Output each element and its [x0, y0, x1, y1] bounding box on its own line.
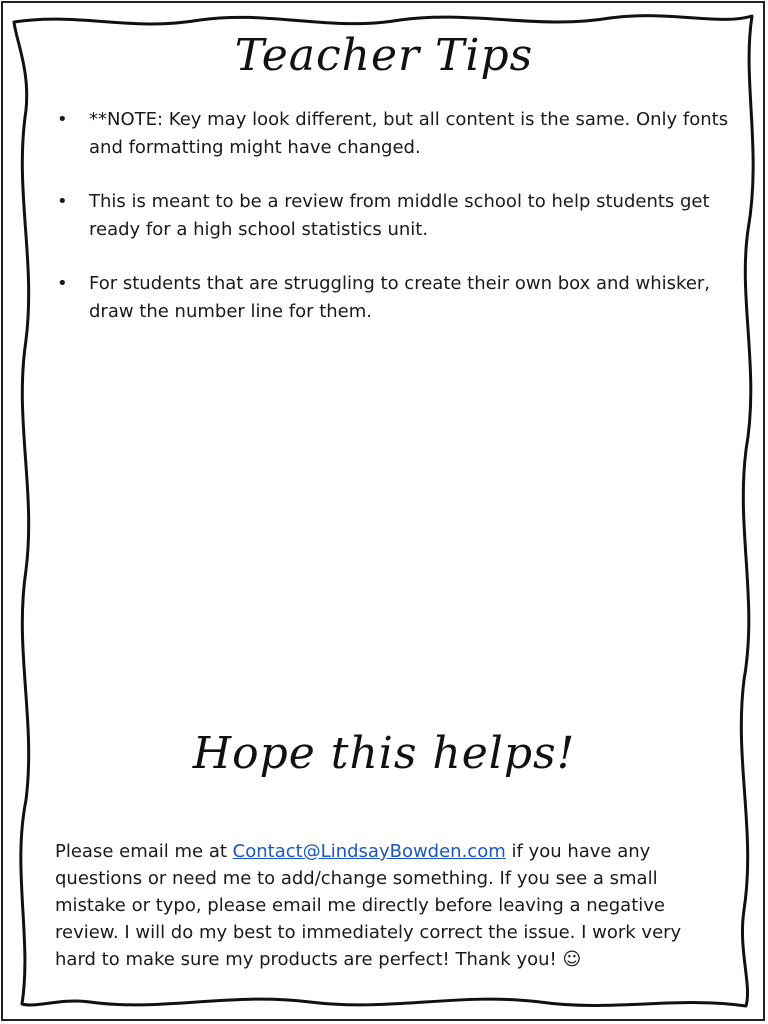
list-item — [55, 188, 735, 244]
bullet-icon: • — [57, 273, 68, 294]
bullet-icon: • — [57, 109, 68, 130]
tip-text: This is meant to be a review from middle school to help students get ready for a high school statistics unit. — [89, 191, 710, 240]
list-item — [55, 106, 735, 162]
tip-text: For students that are struggling to create their own box and whisker, draw the number line for them. — [89, 273, 711, 322]
contact-prefix: Please email me at — [55, 841, 233, 862]
contact-body: if you have any questions or need me to add/change something. If you see a small mistake or typo, please email me directly before leaving a negative review. I will do my best to immediately correct the issue. I work very hard to make sure my products are perfect! Thank you! ☺ — [55, 841, 682, 970]
page-title: Teacher Tips — [234, 30, 534, 81]
closing-heading: Hope this helps! — [192, 728, 576, 779]
email-link[interactable]: Contact@LindsayBowden.com — [232, 841, 506, 862]
tip-text: **NOTE: Key may look different, but all content is the same. Only fonts and formatting might have changed. — [89, 109, 729, 158]
tips-list — [55, 106, 735, 352]
bullet-icon: • — [57, 191, 68, 212]
contact-paragraph — [55, 838, 725, 973]
list-item — [55, 270, 735, 326]
